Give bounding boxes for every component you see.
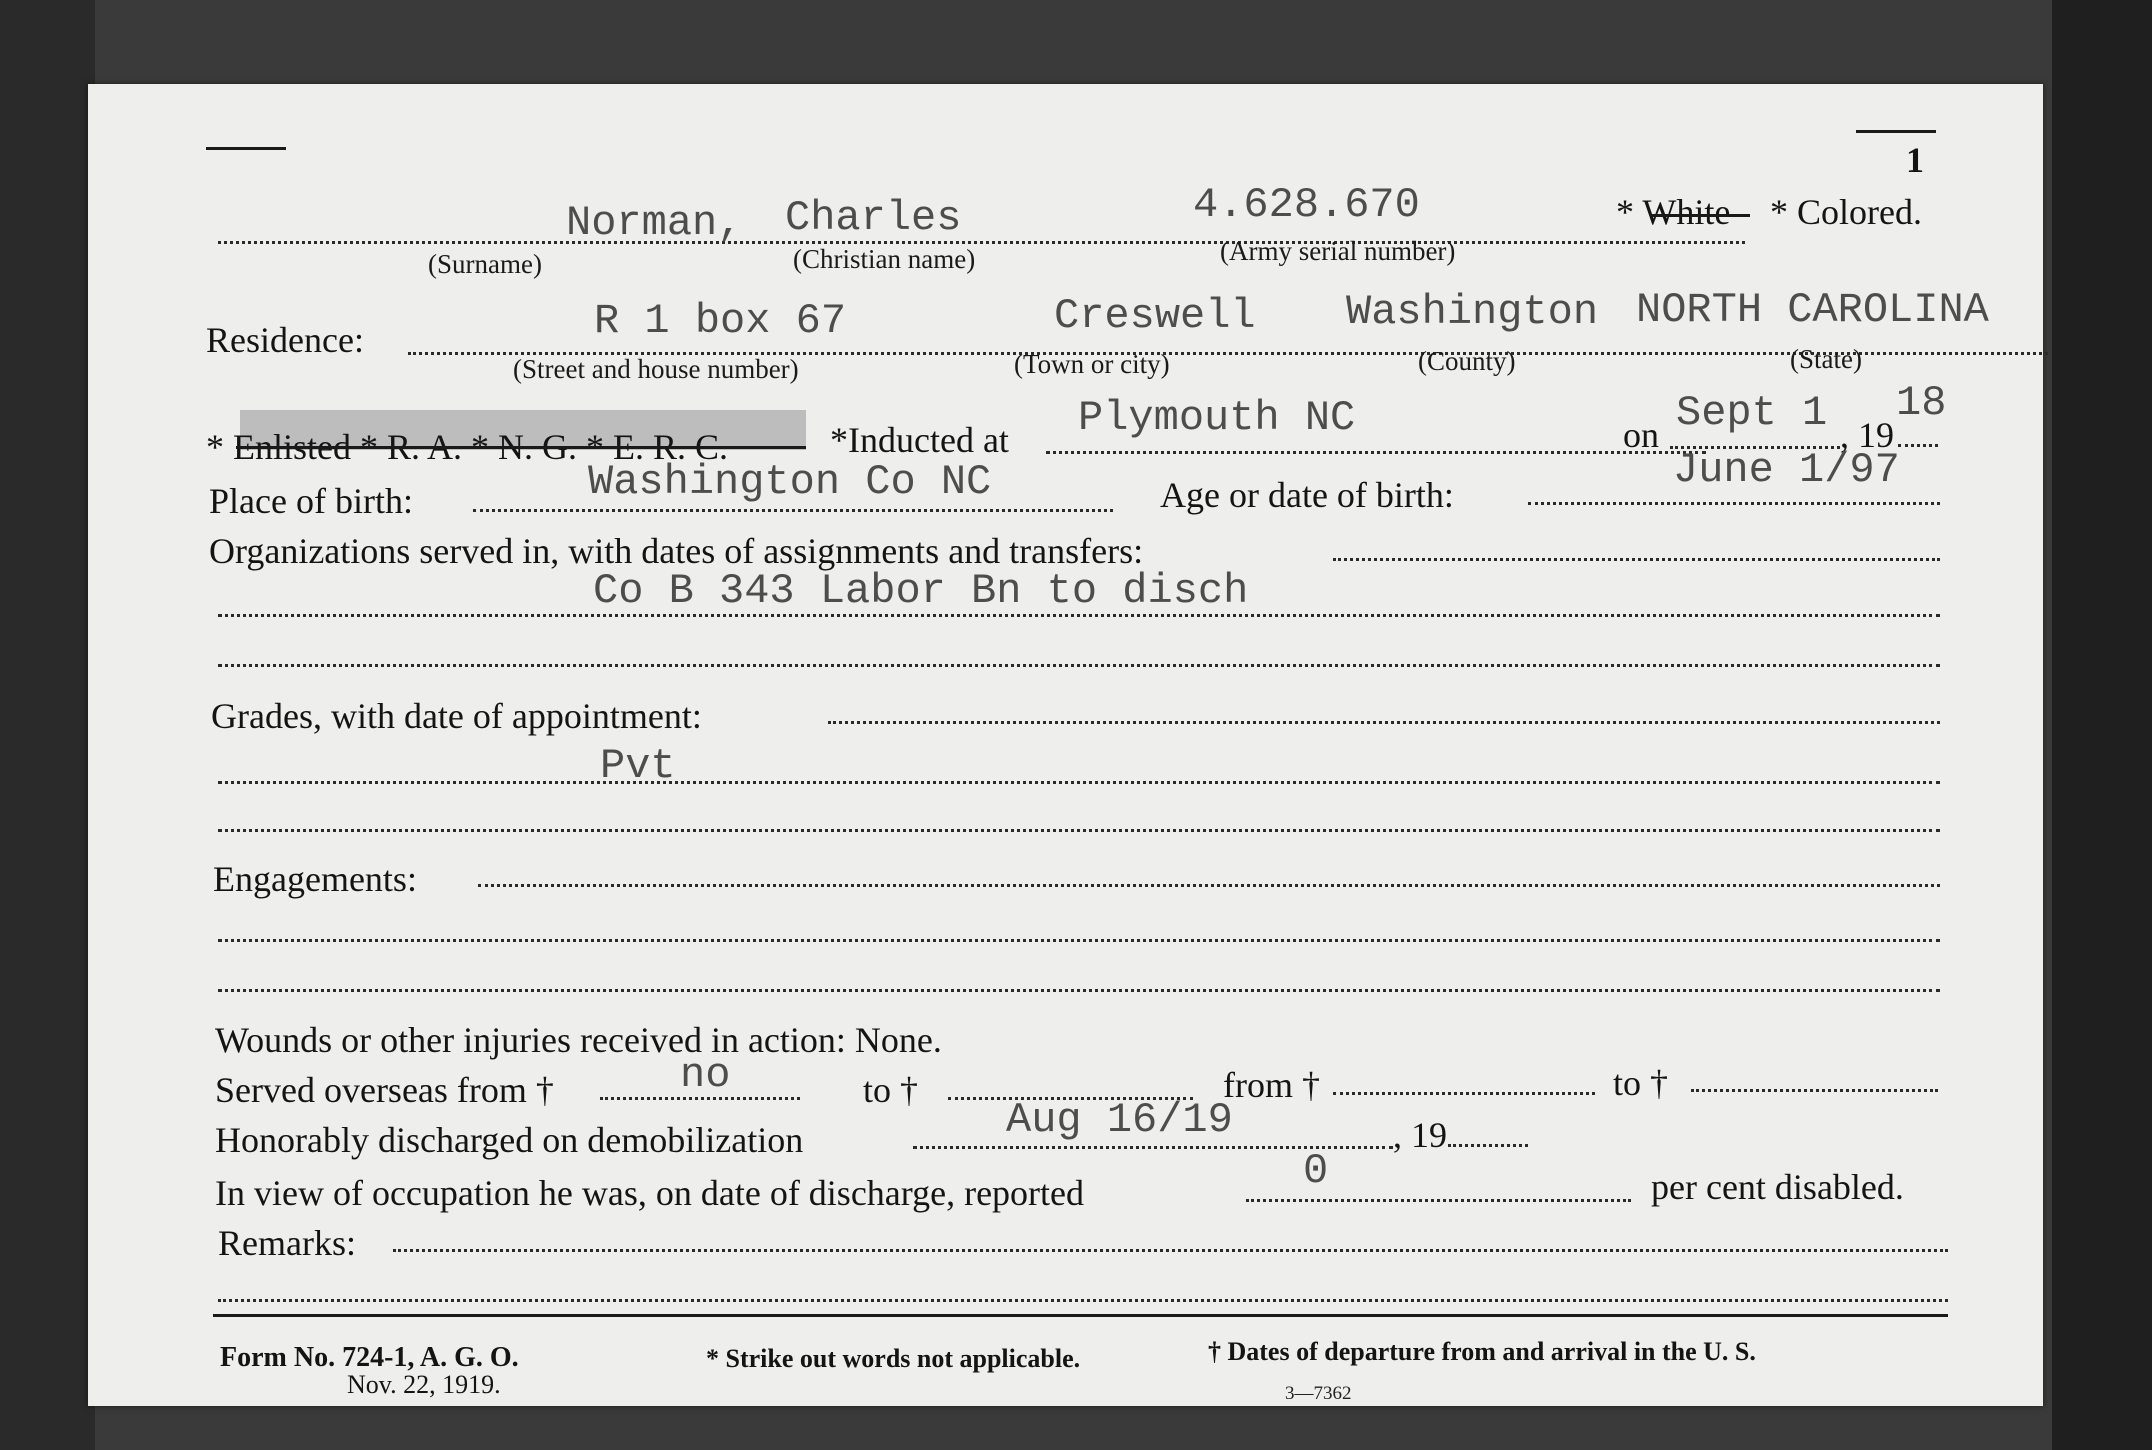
place-of-birth-value: Washington Co NC [588,458,992,506]
engagements-line-1 [478,884,1940,887]
induction-year-line [1898,444,1938,447]
overseas-from-2-label: from † [1223,1065,1320,1105]
scan-background-left [0,0,95,1450]
surname-caption: (Surname) [428,249,542,279]
inducted-at-line [1046,451,1706,454]
discharge-date-value: Aug 16/19 [1006,1096,1233,1144]
disability-line [1246,1199,1631,1202]
strike-out-note: * Strike out words not applicable. [706,1344,1081,1373]
overseas-to-2-line [1691,1089,1938,1092]
grades-line-2 [218,781,1940,784]
overseas-from-2-line [1333,1092,1595,1095]
discharge-year-prefix: , 19 [1393,1115,1447,1155]
state-caption: (State) [1790,344,1862,374]
organizations-line-3 [218,664,1940,667]
disability-value: 0 [1303,1147,1329,1195]
enlistment-strikethrough [236,446,806,449]
engagements-label: Engagements: [213,859,417,899]
grades-label: Grades, with date of appointment: [211,696,702,736]
top-right-dash [1856,130,1936,133]
dates-note: † Dates of departure from and arrival in the U. S. [1208,1337,1756,1366]
top-left-dash [206,147,286,150]
discharge-label: Honorably discharged on demobilization [215,1120,804,1160]
overseas-to-label: to † [863,1070,919,1110]
county-caption: (County) [1418,346,1516,376]
discharge-year-line [1448,1144,1528,1147]
residence-street-value: R 1 box 67 [594,297,847,345]
inducted-at-value: Plymouth NC [1078,394,1356,442]
surname-value: Norman, [566,199,743,247]
residence-label: Residence: [206,320,364,360]
race-colored-label: * Colored. [1770,192,1922,232]
form-number: Form No. 724-1, A. G. O. [220,1342,519,1373]
served-overseas-label: Served overseas from † [215,1070,554,1110]
footer-rule [213,1314,1948,1317]
serial-number-value: 4.628.670 [1193,181,1420,229]
page-number: 1 [1906,140,1924,180]
print-code: 3—7362 [1285,1383,1352,1404]
on-label: on [1623,415,1659,455]
form-date: Nov. 22, 1919. [347,1370,501,1399]
service-record-card [88,84,2043,1406]
christian-name-value: Charles [785,194,962,242]
organizations-value: Co B 343 Labor Bn to disch [593,567,1249,615]
town-caption: (Town or city) [1014,349,1170,379]
christian-name-caption: (Christian name) [793,244,976,274]
engagements-line-3 [218,989,1940,992]
remarks-line-2 [218,1299,1948,1302]
residence-town-value: Creswell [1054,292,1256,340]
induction-year-prefix: , 19 [1840,415,1894,455]
overseas-from-value: no [680,1051,731,1099]
remarks-label: Remarks: [218,1223,356,1263]
residence-state-value: NORTH CAROLINA [1636,286,1989,334]
grades-value: Pvt [600,742,676,790]
serial-number-caption: (Army serial number) [1220,236,1456,266]
overseas-to-2-label: to † [1613,1063,1669,1103]
race-white-label: * White [1616,192,1731,232]
inducted-at-label: *Inducted at [830,420,1009,460]
organizations-label: Organizations served in, with dates of assignments and transfers: [209,531,1144,571]
remarks-line-1 [393,1249,1948,1252]
age-label: Age or date of birth: [1160,475,1454,515]
place-of-birth-label: Place of birth: [209,481,413,521]
date-of-birth-value: June 1/97 [1673,446,1900,494]
grades-line-3 [218,829,1940,832]
age-line [1528,502,1940,505]
disability-suffix: per cent disabled. [1651,1167,1904,1207]
street-caption: (Street and house number) [513,354,799,384]
induction-year-value: 18 [1896,379,1947,427]
place-of-birth-line [473,509,1113,512]
name-line [218,241,1745,244]
induction-date-value: Sept 1 [1676,389,1828,437]
enlistment-type-label: * Enlisted * R. A. * N. G. * E. R. C. [206,427,729,467]
wounds-label: Wounds or other injuries received in action: None. [215,1020,942,1060]
white-strikethrough [1650,214,1750,217]
engagements-line-2 [218,939,1940,942]
grades-line-1 [828,721,1940,724]
scan-background-right [2052,0,2152,1450]
organizations-line-1 [1333,558,1940,561]
disability-label: In view of occupation he was, on date of discharge, reported [215,1173,1085,1213]
residence-county-value: Washington [1346,288,1599,336]
